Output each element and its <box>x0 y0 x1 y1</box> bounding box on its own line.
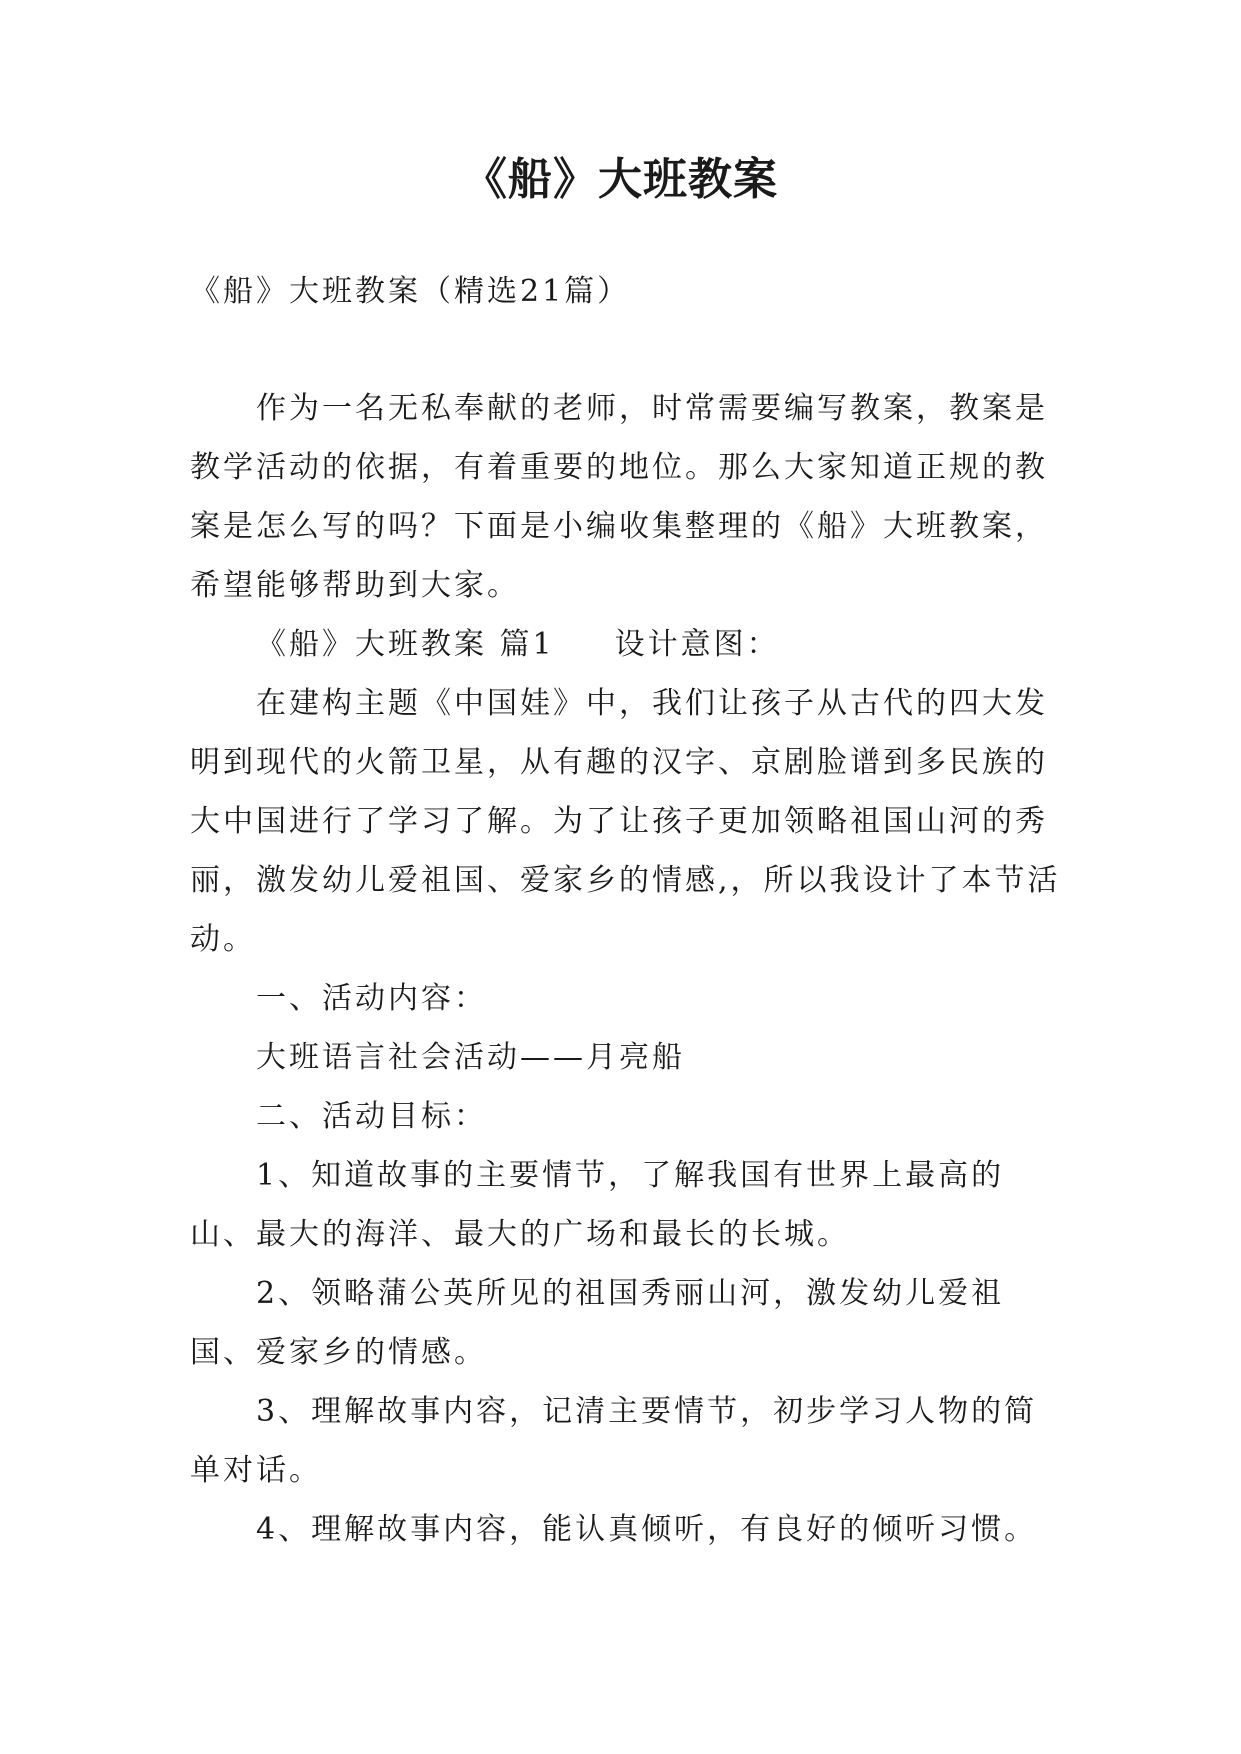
section-title: 《船》大班教案 篇1 <box>256 627 555 662</box>
content-heading: 一、活动内容： <box>256 981 487 1016</box>
goal-item-1: 1、知道故事的主要情节，了解我国有世界上最高的山、最大的海洋、最大的广场和最长的长城。 <box>190 1158 1005 1252</box>
goal-item-2: 2、领略蒲公英所见的祖国秀丽山河，激发幼儿爱祖国、爱家乡的情感。 <box>190 1276 1005 1370</box>
document-title: 《船》大班教案 <box>463 154 778 205</box>
section-heading <box>190 615 1070 674</box>
design-intent-paragraph: 在建构主题《中国娃》中，我们让孩子从古代的四大发明到现代的火箭卫星，从有趣的汉字、京剧脸谱到多民族的大中国进行了学习了解。为了让孩子更加领略祖国山河的秀丽，激发幼儿爱祖国、爱家乡的情感,，所以我设计了本节活动。 <box>190 686 1061 957</box>
document-subtitle: 《船》大班教案（精选21篇） <box>190 274 631 309</box>
goals-heading: 二、活动目标： <box>256 1099 487 1134</box>
design-intent-label: 设计意图： <box>614 627 780 662</box>
content-text: 大班语言社会活动——月亮船 <box>256 1040 685 1075</box>
document-body <box>190 262 1070 1559</box>
goal-item-4: 4、理解故事内容，能认真倾听，有良好的倾听习惯。 <box>256 1512 1038 1547</box>
goal-item-3: 3、理解故事内容，记清主要情节，初步学习人物的简单对话。 <box>190 1394 1038 1488</box>
intro-paragraph: 作为一名无私奉献的老师，时常需要编写教案，教案是教学活动的依据，有着重要的地位。那么大家知道正规的教案是怎么写的吗？下面是小编收集整理的《船》大班教案，希望能够帮助到大家。 <box>190 391 1048 603</box>
